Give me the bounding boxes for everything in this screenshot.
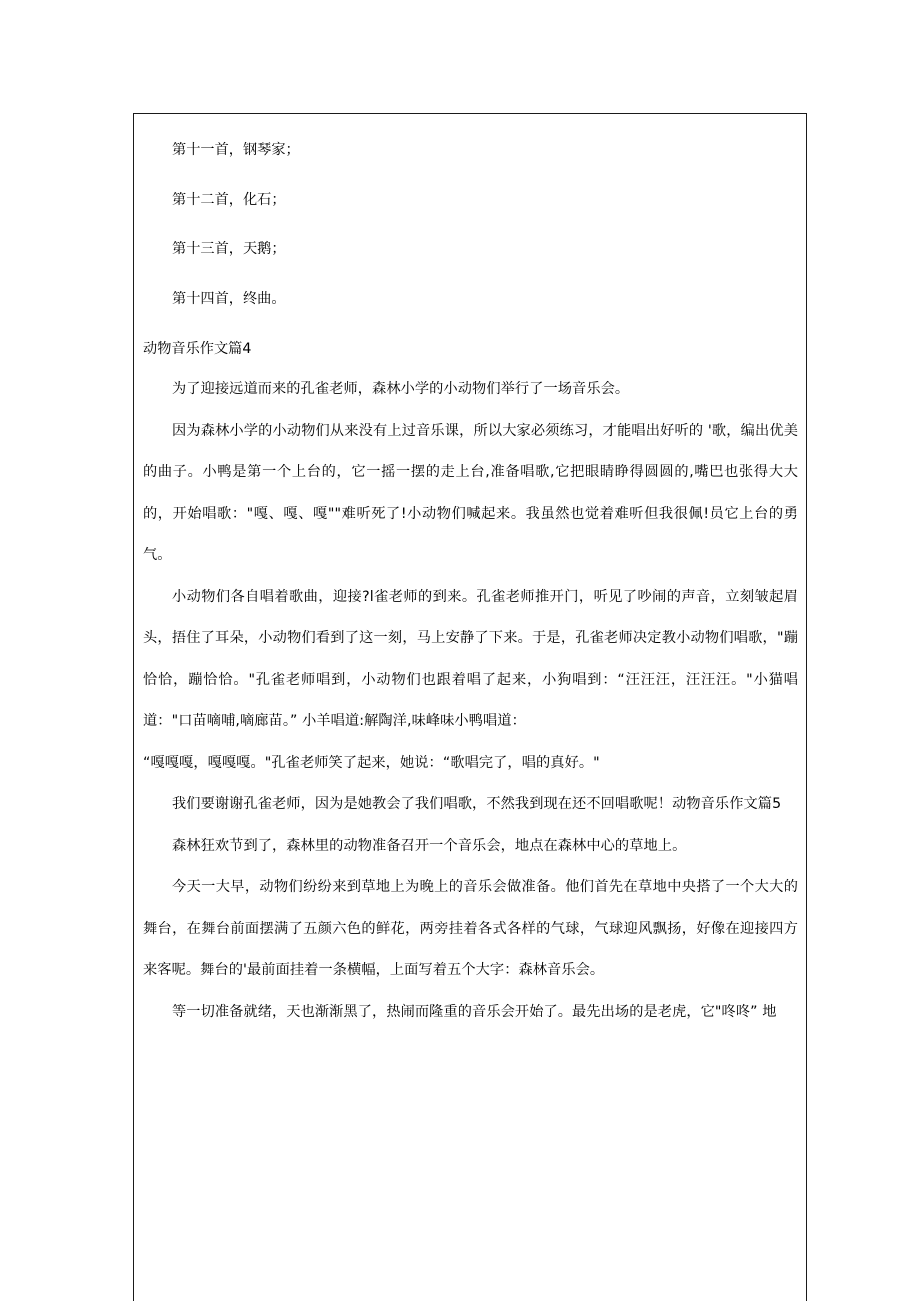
paragraph: 今天一大早，动物们纷纷来到草地上为晚上的音乐会做准备。他们首先在草地中央搭了一个大大的舞台，在舞台前面摆满了五颜六色的鲜花，两旁挂着各式各样的气球，气球迎风飘扬，好像在迎接四方来客呢。舞台的'最前面挂着一条横幅，上面写着五个大字：森林音乐会。 <box>143 879 798 978</box>
song-list-item: 第十一首，钢琴家； <box>172 142 300 158</box>
paragraph: 小动物们各自唱着歌曲，迎接?l雀老师的到来。孔雀老师推开门，听见了吵闹的声音，立刻皱起眉头，捂住了耳朵，小动物们看到了这一刻，马上安静了下来。于是，孔雀老师决定教小动物们唱歌，"蹦恰恰，蹦恰恰。"孔雀老师唱到，小动物们也跟着唱了起来，小狗唱到：“汪汪汪，汪汪汪。"小猫唱道："口苗嘀哺,嘀廊苗。” 小羊唱道:解陶洋,味峰味小鸭唱道： <box>143 588 798 729</box>
document-text-frame <box>133 113 807 1301</box>
song-list-item: 第十三首，天鹅； <box>172 241 286 257</box>
section-heading-4: 动物音乐作文篇4 <box>143 341 252 357</box>
paragraph: “嘎嘎嘎，嘎嘎嘎。"孔雀老师笑了起来，她说：“歌唱完了，唱的真好。" <box>143 754 600 771</box>
paragraph: 等一切准备就绪，天也渐渐黑了，热闹而隆重的音乐会开始了。最先出场的是老虎，它"咚咚” 地 <box>172 1003 777 1020</box>
paragraph: 森林狂欢节到了，森林里的动物准备召开一个音乐会，地点在森林中心的草地上。 <box>172 837 687 854</box>
top-spacer <box>143 114 798 126</box>
song-list-item: 第十四首，终曲。 <box>172 290 286 307</box>
song-list-item: 第十二首，化石； <box>172 191 286 208</box>
paragraph: 为了迎接远道而来的孔雀老师，森林小学的小动物们举行了一场音乐会。 <box>172 381 630 397</box>
paragraph: 我们要谢谢孔雀老师，因为是她教会了我们唱歌，不然我到现在还不回唱歌呢！动物音乐作文篇5 <box>172 796 782 812</box>
document-body <box>134 114 806 1033</box>
paragraph: 因为森林小学的小动物们从来没有上过音乐课，所以大家必须练习，才能唱出好听的 '歌，编出优美的曲子。小鸭是第一个上台的，它一摇一摆的走上台,准备唱歌,它把眼睛睁得圆圆的,嘴巴也张得大大的，开始唱歌："嘎、嘎、嘎""难听死了!小动物们喊起来。我虽然也觉着难听但我很佩!员它上台的勇气。 <box>143 422 798 563</box>
